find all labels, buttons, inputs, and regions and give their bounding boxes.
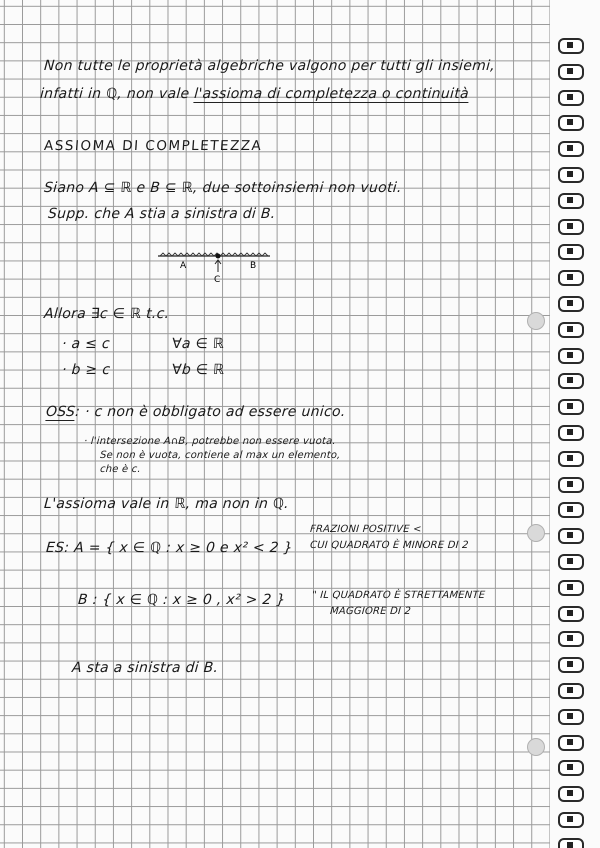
oss-label: OSS xyxy=(45,404,76,420)
spiral-ring xyxy=(558,322,584,338)
label-a: A xyxy=(180,261,187,271)
spiral-ring xyxy=(558,760,584,776)
spiral-ring xyxy=(558,167,584,183)
oss-line xyxy=(45,404,346,420)
spiral-ring xyxy=(558,554,584,570)
condition-2-left: · b ≥ c xyxy=(61,362,111,378)
punch-hole xyxy=(527,312,545,330)
spiral-ring xyxy=(558,296,584,312)
spiral-ring xyxy=(558,64,584,80)
intro-line-2 xyxy=(39,86,469,102)
spiral-ring xyxy=(558,219,584,235)
spiral-ring xyxy=(558,90,584,106)
spiral-ring xyxy=(558,244,584,260)
punch-hole xyxy=(527,738,545,756)
label-c: C xyxy=(214,275,221,284)
note-b-line-2: MAGGIORE DI 2 xyxy=(329,606,412,617)
spiral-ring xyxy=(558,528,584,544)
oss-text-1: : · c non è obbligato ad essere unico. xyxy=(74,404,347,420)
spiral-ring xyxy=(558,38,584,54)
number-line-diagram xyxy=(150,244,290,284)
spiral-ring xyxy=(558,270,584,286)
condition-1-left: · a ≤ c xyxy=(61,336,111,352)
spiral-ring xyxy=(558,141,584,157)
spiral-ring xyxy=(558,838,584,848)
spiral-ring xyxy=(558,399,584,415)
oss-text-2: · l'intersezione A∩B, potrebbe non essere vuota. xyxy=(83,436,337,447)
example-a: ES: A = { x ∈ ℚ : x ≥ 0 e x² < 2 } xyxy=(45,540,294,556)
oss-text-4: che è c. xyxy=(99,464,142,475)
spiral-ring xyxy=(558,735,584,751)
spiral-ring xyxy=(558,373,584,389)
spiral-ring xyxy=(558,348,584,364)
spiral-ring xyxy=(558,425,584,441)
note-a-line-1: FRAZIONI POSITIVE < xyxy=(309,524,422,535)
spiral-ring xyxy=(558,606,584,622)
note-b-line-1: " IL QUADRATO È STRETTAMENTE xyxy=(311,590,486,601)
example-b: B : { x ∈ ℚ : x ≥ 0 , x² > 2 } xyxy=(77,592,287,608)
section-title: ASSIOMA DI COMPLETEZZA xyxy=(43,138,263,154)
spiral-ring xyxy=(558,631,584,647)
spiral-ring xyxy=(558,657,584,673)
spiral-ring xyxy=(558,477,584,493)
spiral-ring xyxy=(558,193,584,209)
vale-line: L'assioma vale in ℝ, ma non in ℚ. xyxy=(43,496,290,512)
conclusion-line: A sta a sinistra di B. xyxy=(71,660,219,676)
spiral-ring xyxy=(558,786,584,802)
condition-1-right: ∀a ∈ ℝ xyxy=(171,336,225,352)
spiral-ring xyxy=(558,709,584,725)
siano-line: Siano A ⊆ ℝ e B ⊆ ℝ, due sottoinsiemi non vuoti. xyxy=(43,180,403,196)
allora-line: Allora ∃c ∈ ℝ t.c. xyxy=(43,306,170,322)
label-b: B xyxy=(250,261,257,271)
spiral-ring xyxy=(558,580,584,596)
spiral-ring xyxy=(558,502,584,518)
supposition-line: Supp. che A stia a sinistra di B. xyxy=(47,206,277,222)
condition-2-right: ∀b ∈ ℝ xyxy=(171,362,226,378)
intro-line-1: Non tutte le proprietà algebriche valgono per tutti gli insiemi, xyxy=(43,58,496,74)
note-a-line-2: CUI QUADRATO È MINORE DI 2 xyxy=(309,540,470,551)
intro-line-2-text: infatti in ℚ, non vale xyxy=(39,86,195,102)
axiom-phrase: l'assioma di completezza o continuità xyxy=(193,86,470,102)
punch-hole xyxy=(527,524,545,542)
point-c xyxy=(216,254,221,259)
oss-text-3: Se non è vuota, contiene al max un elemento, xyxy=(99,450,341,461)
spiral-ring xyxy=(558,683,584,699)
spiral-ring xyxy=(558,451,584,467)
spiral-ring xyxy=(558,812,584,828)
spiral-ring xyxy=(558,115,584,131)
spiral-binding xyxy=(558,38,588,848)
